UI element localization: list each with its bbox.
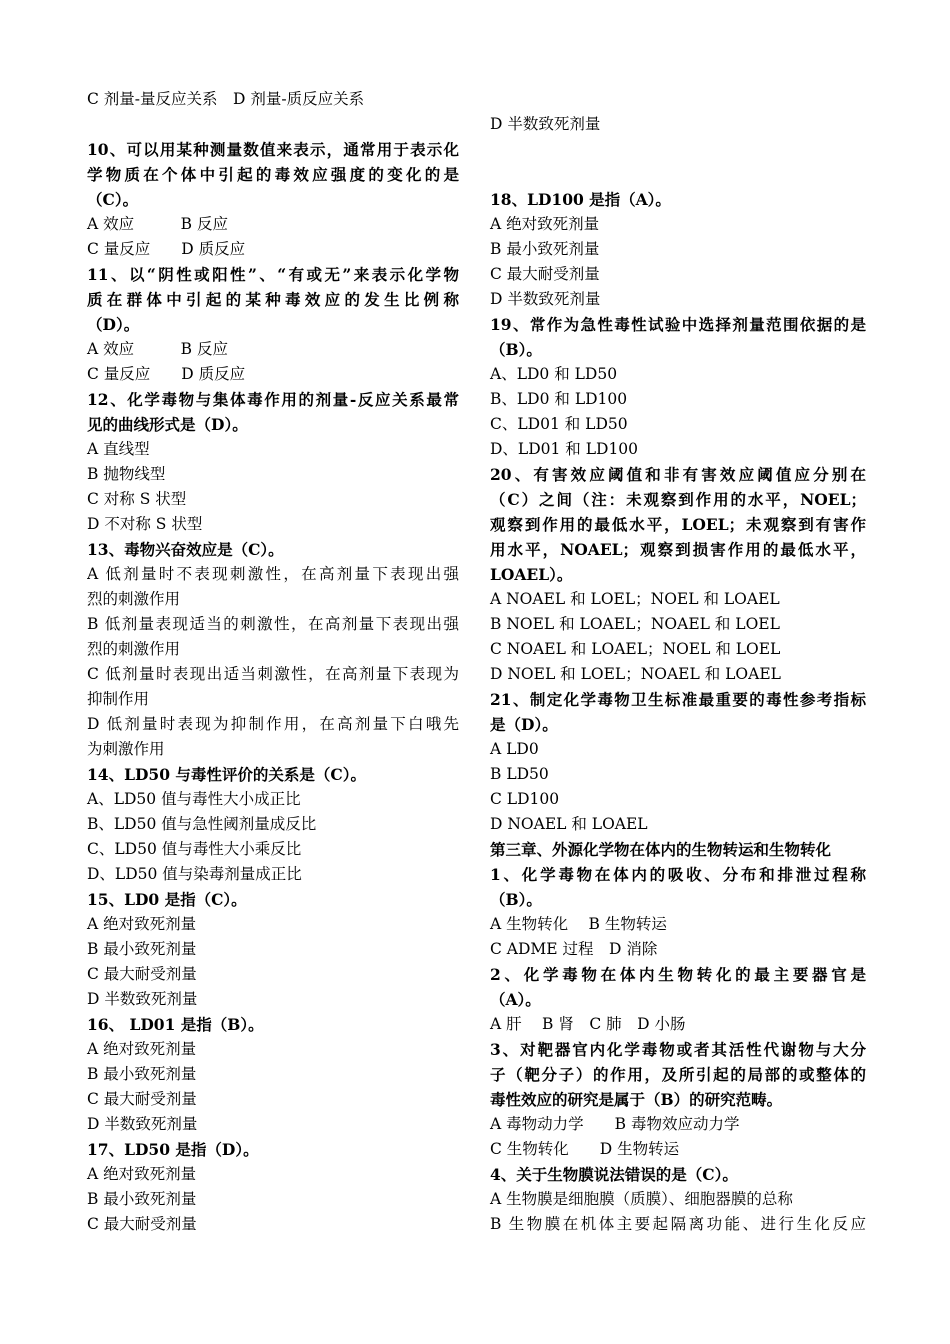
option-line: D NOAEL 和 LOAEL <box>490 815 648 833</box>
question-line: 学物质在个体中引起的毒效应强度的变化的是 <box>87 165 459 184</box>
question-line: 是（D）。 <box>490 715 558 734</box>
option-line: 烈的刺激作用 <box>87 640 181 658</box>
option-line: B 最小致死剂量 <box>87 1190 197 1208</box>
question-line: 第三章、外源化学物在体内的生物转运和生物转化 <box>490 840 832 859</box>
question-line: 用水平，NOAEL；观察到损害作用的最低水平， <box>490 540 866 559</box>
option-line: D 不对称 S 状型 <box>87 515 203 533</box>
option-line: D NOEL 和 LOEL；NOAEL 和 LOAEL <box>490 665 781 683</box>
question-line: 11、以“阴性或阳性”、“有或无”来表示化学物 <box>87 265 459 284</box>
question-line: 15、LD0 是指（C）。 <box>87 890 247 909</box>
option-line: A 生物膜是细胞膜（质膜）、细胞器膜的总称 <box>490 1190 793 1208</box>
question-line: 14、LD50 与毒性评价的关系是（C）。 <box>87 765 366 784</box>
option-line: A 效应 B 反应 <box>87 215 228 233</box>
option-line: C 最大耐受剂量 <box>87 965 197 983</box>
question-line: （B）。 <box>490 340 542 359</box>
question-line: （B）。 <box>490 890 542 909</box>
option-line: 烈的刺激作用 <box>87 590 181 608</box>
option-line: A 绝对致死剂量 <box>87 915 197 933</box>
option-line: A LD0 <box>490 740 539 758</box>
question-line: （D）。 <box>87 315 140 334</box>
question-line: 18、LD100 是指（A）。 <box>490 190 671 209</box>
option-line: A 绝对致死剂量 <box>490 215 600 233</box>
question-line: 2、化学毒物在体内生物转化的最主要器官是 <box>490 965 866 984</box>
option-line: B NOEL 和 LOAEL；NOAEL 和 LOEL <box>490 615 780 633</box>
option-line: C 最大耐受剂量 <box>87 1090 197 1108</box>
option-line: D、LD50 值与染毒剂量成正比 <box>87 865 302 883</box>
option-line: C 低剂量时表现出适当刺激性，在高剂量下表现为 <box>87 665 459 683</box>
option-line: D 半数致死剂量 <box>490 115 601 133</box>
question-line: 1、化学毒物在体内的吸收、分布和排泄过程称 <box>490 865 866 884</box>
option-line: 抑制作用 <box>87 690 150 708</box>
question-line: LOAEL）。 <box>490 565 573 584</box>
option-line: A 低剂量时不表现刺激性，在高剂量下表现出强 <box>87 565 459 583</box>
question-line: 20、有害效应阈值和非有害效应阈值应分别在 <box>490 465 866 484</box>
option-line: B 最小致死剂量 <box>87 1065 197 1083</box>
option-line: C LD100 <box>490 790 560 808</box>
question-line: 毒性效应的研究是属于（B）的研究范畴。 <box>490 1090 783 1109</box>
option-line: B 最小致死剂量 <box>490 240 600 258</box>
option-line: B LD50 <box>490 765 549 783</box>
option-line: A 绝对致死剂量 <box>87 1040 197 1058</box>
option-line: A 肝 B 肾 C 肺 D 小肠 <box>490 1015 686 1033</box>
question-line: 12、化学毒物与集体毒作用的剂量-反应关系最常 <box>87 390 459 409</box>
option-line: 为刺激作用 <box>87 740 165 758</box>
option-line: B 抛物线型 <box>87 465 166 483</box>
question-line: 10、可以用某种测量数值来表示，通常用于表示化 <box>87 140 459 159</box>
option-line: D 半数致死剂量 <box>87 990 198 1008</box>
question-line: （A）。 <box>490 990 541 1009</box>
option-line: C 对称 S 状型 <box>87 490 187 508</box>
option-line: B 低剂量表现适当的刺激性，在高剂量下表现出强 <box>87 615 459 633</box>
option-line: C 最大耐受剂量 <box>490 265 600 283</box>
option-line: C、LD01 和 LD50 <box>490 415 628 433</box>
option-line: B、LD0 和 LD100 <box>490 390 628 408</box>
question-line: 子（靶分子）的作用，及所引起的局部的或整体的 <box>490 1065 866 1084</box>
option-line: D 半数致死剂量 <box>87 1115 198 1133</box>
question-line: 见的曲线形式是（D）。 <box>87 415 248 434</box>
option-line: B 生物膜在机体主要起隔离功能、进行生化反应 <box>490 1215 866 1233</box>
question-line: 19、常作为急性毒性试验中选择剂量范围依据的是 <box>490 315 866 334</box>
question-line: 观察到作用的最低水平，LOEL；未观察到有害作 <box>490 515 866 534</box>
question-line: 3、对靶器官内化学毒物或者其活性代谢物与大分 <box>490 1040 866 1059</box>
question-line: 17、LD50 是指（D）。 <box>87 1140 259 1159</box>
option-line: D 低剂量时表现为抑制作用，在高剂量下白哦先 <box>87 715 459 733</box>
option-line: D、LD01 和 LD100 <box>490 440 639 458</box>
option-line: A、LD0 和 LD50 <box>490 365 618 383</box>
option-line: C 量反应 D 质反应 <box>87 240 246 258</box>
question-line: （C）。 <box>87 190 139 209</box>
option-line: A 毒物动力学 B 毒物效应动力学 <box>490 1115 740 1133</box>
option-line: A 绝对致死剂量 <box>87 1165 197 1183</box>
question-line: 13、毒物兴奋效应是（C）。 <box>87 540 284 559</box>
option-line: A 生物转化 B 生物转运 <box>490 915 667 933</box>
question-line: 21、制定化学毒物卫生标准最重要的毒性参考指标 <box>490 690 866 709</box>
option-line: C、LD50 值与毒性大小乘反比 <box>87 840 302 858</box>
option-line: B、LD50 值与急性阈剂量成反比 <box>87 815 317 833</box>
option-line: A NOAEL 和 LOEL；NOEL 和 LOAEL <box>490 590 780 608</box>
option-line: C 生物转化 D 生物转运 <box>490 1140 680 1158</box>
option-line: A 直线型 <box>87 440 150 458</box>
option-line: D 半数致死剂量 <box>490 290 601 308</box>
option-line: B 最小致死剂量 <box>87 940 197 958</box>
option-line: A 效应 B 反应 <box>87 340 228 358</box>
question-line: （C）之间（注：未观察到作用的水平，NOEL； <box>490 490 866 509</box>
option-line: C NOAEL 和 LOAEL；NOEL 和 LOEL <box>490 640 781 658</box>
option-line: C ADME 过程 D 消除 <box>490 940 658 958</box>
option-line: C 最大耐受剂量 <box>87 1215 197 1233</box>
option-line: C 量反应 D 质反应 <box>87 365 246 383</box>
option-line: A、LD50 值与毒性大小成正比 <box>87 790 301 808</box>
option-line: C 剂量-量反应关系 D 剂量-质反应关系 <box>87 90 365 108</box>
question-line: 16、 LD01 是指（B）。 <box>87 1015 264 1034</box>
question-line: 质在群体中引起的某种毒效应的发生比例称 <box>87 290 459 309</box>
question-line: 4、关于生物膜说法错误的是（C）。 <box>490 1165 738 1184</box>
